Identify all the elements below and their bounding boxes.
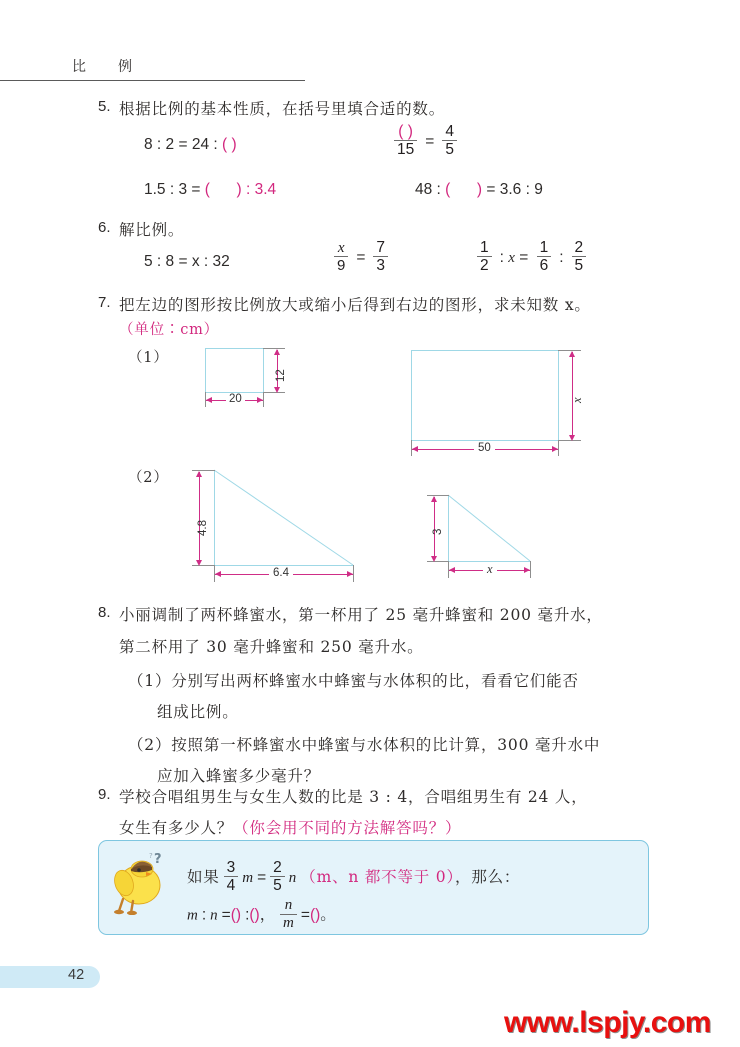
problem-6-eq3 (473, 241, 590, 276)
rect-left-edge (411, 350, 412, 441)
ratio-colon: : (559, 248, 564, 266)
eq2-right-tail: ) = 3.6 : 9 (476, 181, 543, 198)
dim-ext-right (558, 440, 559, 456)
dim-label-height-3: 3 (432, 528, 444, 535)
ratio-colon-2: : (245, 906, 250, 924)
equals-sign-2: = (300, 906, 310, 924)
fraction-numerator: 1 (480, 239, 489, 256)
fraction-denominator: 4 (224, 876, 239, 894)
think-line1-condition: （m、n 都不等于 0） (300, 867, 456, 886)
fraction-blank-over-15 (394, 124, 417, 159)
dim-arrow-left (449, 567, 455, 573)
dim-arrow-left (206, 397, 212, 403)
problem-5-stem: 根据比例的基本性质，在括号里填合适的数。 (119, 100, 446, 118)
dim-arrow-right (347, 571, 353, 577)
problem-8-stem-line2: 第二杯用了 30 毫升蜂蜜和 250 毫升水。 (119, 638, 424, 656)
fraction-numerator: n (284, 897, 293, 913)
fraction-x-over-9 (334, 241, 348, 275)
dim-arrow-left (215, 571, 221, 577)
fraction-numerator: 2 (273, 859, 282, 876)
triangle-hypotenuse (214, 470, 354, 566)
comma: ， (259, 905, 277, 924)
problem-7-number: 7. (98, 294, 111, 311)
problem-7-sub1-label: （1） (128, 350, 169, 366)
equals-sign: = (356, 248, 366, 266)
problem-5-eq1-right (390, 125, 461, 160)
triangle-hypotenuse (448, 495, 531, 562)
dim-arrow-up (196, 471, 202, 477)
blank-space (210, 181, 237, 198)
dim-label-width-20: 20 (226, 393, 245, 405)
dim-arrow-right (552, 446, 558, 452)
fraction-numerator: ( ) (398, 123, 413, 140)
eq3-middle: : x = (499, 248, 529, 266)
page-number: 42 (68, 967, 85, 983)
fraction-denominator: 5 (572, 256, 587, 274)
dim-arrow-down (196, 560, 202, 566)
fraction-2-over-5 (572, 240, 587, 275)
problem-8-sub2-line2: 应加入蜂蜜多少毫升？ (157, 767, 321, 785)
rect-left-edge (205, 348, 206, 393)
problem-8-sub1-line2: 组成比例。 (157, 703, 239, 721)
equals-sign: = (221, 906, 231, 924)
rect-bottom-edge (411, 440, 559, 441)
fraction-denominator: 3 (373, 256, 388, 274)
rect-top-edge (411, 350, 559, 351)
dim-label-height-4-8: 4.8 (197, 520, 209, 536)
fraction-numerator: 1 (539, 239, 549, 256)
problem-6-eq1: 5 : 8 = x : 32 (144, 253, 230, 270)
fraction-denominator: 9 (334, 256, 348, 274)
fraction-numerator: 7 (376, 239, 386, 256)
think-line1-tail: ，那么： (455, 867, 521, 886)
dim-label-height-x: x (570, 397, 584, 403)
ratio-colon: : (201, 906, 207, 924)
dim-arrow-up (274, 349, 280, 355)
rect-top-edge (205, 348, 264, 349)
blank-paren-close-2: ) (254, 906, 260, 924)
fraction-denominator: 5 (270, 876, 285, 894)
dim-label-height-12: 12 (275, 369, 287, 382)
dim-ext-right (353, 565, 354, 582)
variable-n: n (210, 907, 218, 924)
dim-label-width-50: 50 (474, 442, 495, 454)
eq2-left-head: 1.5 : 3 = ( (144, 181, 210, 198)
problem-5-eq2-left (144, 181, 276, 199)
dim-label-base-x: x (483, 562, 497, 577)
problem-5-number: 5. (98, 98, 111, 115)
variable-m: m (242, 869, 254, 886)
think-box-line2 (187, 899, 337, 933)
svg-text:?: ? (149, 852, 153, 860)
dim-arrow-up (569, 351, 575, 357)
dim-line-height (199, 472, 200, 564)
dim-arrow-up (431, 496, 437, 502)
blank-paren-open: ( (230, 906, 236, 924)
fraction-denominator: 15 (394, 140, 417, 158)
equals-sign: = (425, 132, 435, 150)
fraction-denominator: 6 (537, 256, 552, 274)
problem-5-eq1-left: 8 : 2 = 24 : ( ) (144, 136, 237, 153)
chick-mascot-icon (109, 849, 171, 915)
problem-6-stem: 解比例。 (119, 221, 185, 239)
problem-6-number: 6. (98, 219, 111, 236)
fraction-denominator: m (280, 914, 297, 932)
fraction-denominator: 5 (442, 140, 457, 158)
blank-space (450, 181, 477, 198)
problem-7-unit-note: （单位∶cm） (119, 322, 219, 338)
fraction-denominator: 2 (477, 256, 492, 274)
running-head (0, 56, 305, 81)
equals-sign: = (257, 868, 267, 886)
problem-8-stem-line1: 小丽调制了两杯蜂蜜水，第一杯用了 25 毫升蜂蜜和 200 毫升水， (119, 606, 603, 624)
fraction-1-over-2 (477, 240, 492, 275)
dim-arrow-right (257, 397, 263, 403)
dim-arrow-down (431, 556, 437, 562)
fraction-numerator: 2 (574, 239, 584, 256)
problem-6-eq2 (330, 241, 392, 276)
blank-paren-open-2: ( (249, 906, 255, 924)
period: 。 (320, 905, 337, 924)
problem-8-sub2-line1: （2）按照第一杯蜂蜜水中蜂蜜与水体积的比计算，300 毫升水中 (128, 736, 601, 754)
think-box-line1 (187, 861, 520, 896)
rect-right-edge (558, 350, 559, 441)
problem-7-stem: 把左边的图形按比例放大或缩小后得到右边的图形，求未知数 x。 (119, 296, 591, 314)
site-watermark: www.lspjy.com (504, 1006, 711, 1039)
problem-9-number: 9. (98, 786, 111, 803)
dim-ext-right (263, 392, 264, 407)
variable-x: x (508, 249, 515, 266)
think-line1-prefix: 如果 (187, 867, 220, 886)
problem-9-stem-line1: 学校合唱组男生与女生人数的比是 3 : 4，合唱组男生有 24 人， (119, 788, 588, 806)
fraction-2-over-5 (270, 860, 285, 895)
problem-8-sub1-line1: （1）分别写出两杯蜂蜜水中蜂蜜与水体积的比，看看它们能否 (128, 672, 579, 690)
problem-7-sub2-label: （2） (128, 470, 169, 486)
dim-label-base-6-4: 6.4 (269, 567, 293, 579)
fraction-1-over-6 (537, 240, 552, 275)
dim-arrow-down (569, 435, 575, 441)
eq2-right-head: 48 : ( (415, 181, 451, 198)
problem-9-stem-line2 (119, 816, 461, 838)
blank-paren-open-3: ( (309, 906, 316, 924)
svg-text:?: ? (154, 852, 162, 867)
fraction-3-over-4 (224, 860, 239, 895)
dim-arrow-left (412, 446, 418, 452)
think-box (98, 840, 649, 935)
dim-arrow-right (524, 567, 530, 573)
eq2-left-tail: ) : 3.4 (236, 181, 277, 198)
problem-9-line2-hint: （你会用不同的方法解答吗？） (233, 819, 462, 837)
variable-m: m (187, 907, 198, 924)
fraction-numerator: 4 (445, 123, 454, 140)
fraction-n-over-m (280, 898, 297, 932)
fraction-numerator: x (337, 239, 345, 256)
fraction-7-over-3 (373, 240, 388, 275)
problem-8-number: 8. (98, 604, 111, 621)
dim-arrow-down (274, 387, 280, 393)
page-number-tab (0, 966, 100, 988)
blank-paren-close: ) (235, 906, 242, 924)
variable-n: n (288, 869, 297, 886)
blank-paren-close-3: ) (315, 906, 321, 924)
problem-9-line2-black: 女生有多少人？ (119, 819, 234, 837)
dim-line-height (572, 352, 573, 439)
dim-ext-right (530, 561, 531, 578)
running-head-title: 比 例 (72, 59, 141, 75)
problem-5-eq2-right (415, 181, 543, 199)
fraction-numerator: 3 (226, 859, 236, 876)
fraction-4-over-5 (442, 124, 457, 159)
rect-right-edge (263, 348, 264, 393)
